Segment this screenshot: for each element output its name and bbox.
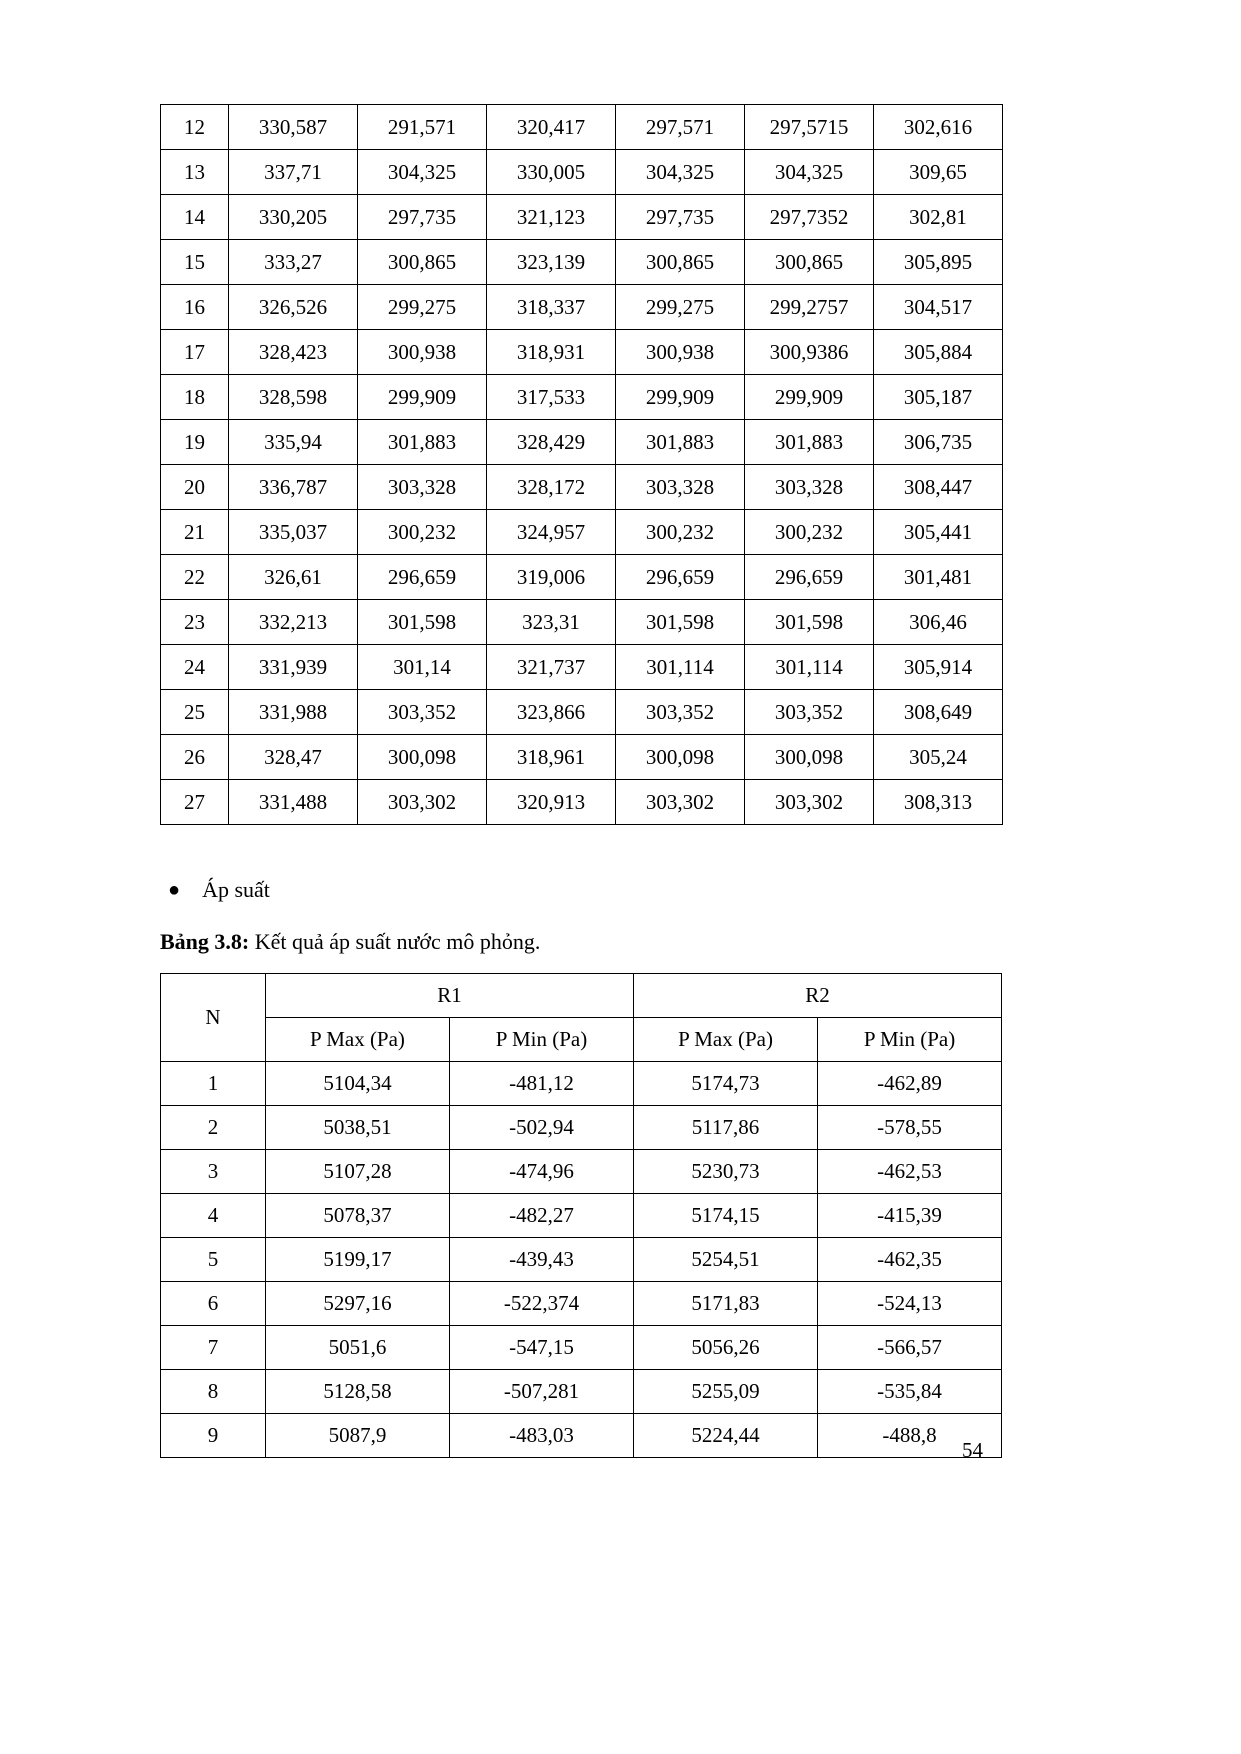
table-cell: 26	[161, 735, 229, 780]
table-row	[161, 780, 1003, 825]
table-cell: 330,005	[487, 150, 616, 195]
table-cell: 296,659	[616, 555, 745, 600]
table-cell: 5104,34	[266, 1062, 450, 1106]
table-cell: 299,909	[616, 375, 745, 420]
table-cell: 336,787	[229, 465, 358, 510]
table-cell: 335,94	[229, 420, 358, 465]
table-cell: 5171,83	[634, 1282, 818, 1326]
table-cell: 300,232	[616, 510, 745, 555]
table-cell: 303,302	[358, 780, 487, 825]
table-cell: 305,187	[874, 375, 1003, 420]
table-cell: -462,35	[818, 1238, 1002, 1282]
table-cell: 318,337	[487, 285, 616, 330]
table-cell: 301,114	[745, 645, 874, 690]
table-cell: 5224,44	[634, 1414, 818, 1458]
table-cell: -578,55	[818, 1106, 1002, 1150]
table-row	[161, 285, 1003, 330]
table-cell: 23	[161, 600, 229, 645]
table-cell: 303,352	[358, 690, 487, 735]
table-cell: 299,909	[358, 375, 487, 420]
table-cell: -439,43	[450, 1238, 634, 1282]
table-cell: 303,328	[616, 465, 745, 510]
table-row	[161, 690, 1003, 735]
table-cell: -462,89	[818, 1062, 1002, 1106]
table-cell: 300,865	[616, 240, 745, 285]
table-cell: -474,96	[450, 1150, 634, 1194]
table-cell: 328,172	[487, 465, 616, 510]
table-cell: 328,423	[229, 330, 358, 375]
table-cell: 300,232	[745, 510, 874, 555]
table-cell: 330,205	[229, 195, 358, 240]
table-cell: 19	[161, 420, 229, 465]
table-cell: 7	[161, 1326, 266, 1370]
table-cell: 328,47	[229, 735, 358, 780]
pressure-results-table	[160, 973, 1002, 1458]
table-cell: 324,957	[487, 510, 616, 555]
table-cell: 320,417	[487, 105, 616, 150]
table-cell: 14	[161, 195, 229, 240]
table-cell: 301,883	[616, 420, 745, 465]
table-cell: 297,735	[358, 195, 487, 240]
table-row	[161, 465, 1003, 510]
table-caption	[160, 929, 1002, 955]
table-cell: 8	[161, 1370, 266, 1414]
table-cell: 5038,51	[266, 1106, 450, 1150]
table-cell: 5087,9	[266, 1414, 450, 1458]
table-cell: 21	[161, 510, 229, 555]
table-cell: 328,598	[229, 375, 358, 420]
table-cell: 300,098	[358, 735, 487, 780]
table-cell: 301,114	[616, 645, 745, 690]
table-cell: 321,737	[487, 645, 616, 690]
table-cell: 300,098	[616, 735, 745, 780]
table-cell: 304,325	[358, 150, 487, 195]
table-subheader-row	[161, 1018, 1002, 1062]
table-cell: 297,5715	[745, 105, 874, 150]
table-cell: 308,313	[874, 780, 1003, 825]
table-cell: 299,275	[616, 285, 745, 330]
table-cell: 326,526	[229, 285, 358, 330]
table-cell: 25	[161, 690, 229, 735]
table-cell: 300,865	[358, 240, 487, 285]
table-cell: 304,517	[874, 285, 1003, 330]
table-row	[161, 1238, 1002, 1282]
table-cell: 331,939	[229, 645, 358, 690]
table-cell: 335,037	[229, 510, 358, 555]
table-cell: 303,328	[745, 465, 874, 510]
table-row	[161, 150, 1003, 195]
table-cell: -488,8	[818, 1414, 1002, 1458]
table-cell: 17	[161, 330, 229, 375]
table-cell: 317,533	[487, 375, 616, 420]
table-cell: 333,27	[229, 240, 358, 285]
table-cell: 22	[161, 555, 229, 600]
table-cell: 303,352	[745, 690, 874, 735]
table-cell: 3	[161, 1150, 266, 1194]
table-cell: 304,325	[745, 150, 874, 195]
table-cell: 299,2757	[745, 285, 874, 330]
table-row	[161, 510, 1003, 555]
table-cell: 300,098	[745, 735, 874, 780]
table-cell: 24	[161, 645, 229, 690]
table-cell: -535,84	[818, 1370, 1002, 1414]
table-cell: 5255,09	[634, 1370, 818, 1414]
page-number: 54	[962, 1438, 983, 1462]
table-cell: -522,374	[450, 1282, 634, 1326]
table-cell: 323,866	[487, 690, 616, 735]
table-cell: 303,352	[616, 690, 745, 735]
table-row	[161, 1194, 1002, 1238]
table-cell: 301,14	[358, 645, 487, 690]
table-cell: 296,659	[745, 555, 874, 600]
table-cell: 297,571	[616, 105, 745, 150]
table-row	[161, 1370, 1002, 1414]
table-cell: 297,735	[616, 195, 745, 240]
header-r1: R1	[266, 974, 634, 1018]
table-cell: 305,441	[874, 510, 1003, 555]
table-cell: 27	[161, 780, 229, 825]
bullet-icon: ●	[168, 878, 181, 901]
table-cell: 337,71	[229, 150, 358, 195]
table-cell: 300,938	[358, 330, 487, 375]
table-row	[161, 195, 1003, 240]
table-cell: -502,94	[450, 1106, 634, 1150]
table-cell: 301,883	[358, 420, 487, 465]
table-cell: 309,65	[874, 150, 1003, 195]
table-cell: -566,57	[818, 1326, 1002, 1370]
table-cell: 318,931	[487, 330, 616, 375]
table-cell: 5078,37	[266, 1194, 450, 1238]
table-cell: 305,914	[874, 645, 1003, 690]
table-cell: 18	[161, 375, 229, 420]
header-r1-pmin: P Min (Pa)	[450, 1018, 634, 1062]
table-cell: 5174,73	[634, 1062, 818, 1106]
table-row	[161, 600, 1003, 645]
table-cell: 16	[161, 285, 229, 330]
table-cell: 326,61	[229, 555, 358, 600]
table-row	[161, 1326, 1002, 1370]
caption-text: Kết quả áp suất nước mô phỏng.	[249, 929, 541, 954]
header-r2-pmin: P Min (Pa)	[818, 1018, 1002, 1062]
table-cell: 13	[161, 150, 229, 195]
table-cell: 5174,15	[634, 1194, 818, 1238]
table-cell: 1	[161, 1062, 266, 1106]
table-row	[161, 555, 1003, 600]
table-cell: 302,81	[874, 195, 1003, 240]
table-row	[161, 1106, 1002, 1150]
caption-label: Bảng 3.8:	[160, 929, 250, 954]
table-cell: 300,9386	[745, 330, 874, 375]
table-row	[161, 420, 1003, 465]
table-cell: 330,587	[229, 105, 358, 150]
table-cell: 305,884	[874, 330, 1003, 375]
table-row	[161, 645, 1003, 690]
bullet-item-ap-suat	[168, 877, 1002, 903]
table-cell: 300,938	[616, 330, 745, 375]
table-row	[161, 1282, 1002, 1326]
table-cell: -481,12	[450, 1062, 634, 1106]
table-row	[161, 1150, 1002, 1194]
table-cell: 300,232	[358, 510, 487, 555]
table-cell: 308,447	[874, 465, 1003, 510]
table-cell: 5	[161, 1238, 266, 1282]
temperature-results-table	[160, 104, 1003, 825]
table-cell: 301,481	[874, 555, 1003, 600]
table-cell: 301,598	[358, 600, 487, 645]
table-row	[161, 735, 1003, 780]
table-cell: 300,865	[745, 240, 874, 285]
header-n: N	[161, 974, 266, 1062]
table-cell: -482,27	[450, 1194, 634, 1238]
table-cell: 318,961	[487, 735, 616, 780]
table-cell: -462,53	[818, 1150, 1002, 1194]
table-cell: 302,616	[874, 105, 1003, 150]
table-cell: 308,649	[874, 690, 1003, 735]
table-cell: 9	[161, 1414, 266, 1458]
table-row	[161, 105, 1003, 150]
table-cell: 305,895	[874, 240, 1003, 285]
table-cell: 306,735	[874, 420, 1003, 465]
table-cell: 15	[161, 240, 229, 285]
table-cell: 297,7352	[745, 195, 874, 240]
table-cell: 319,006	[487, 555, 616, 600]
table-cell: 303,302	[745, 780, 874, 825]
table-cell: 296,659	[358, 555, 487, 600]
header-r2: R2	[634, 974, 1002, 1018]
table-header-row	[161, 974, 1002, 1018]
table-cell: 299,909	[745, 375, 874, 420]
header-r2-pmax: P Max (Pa)	[634, 1018, 818, 1062]
table-cell: 5056,26	[634, 1326, 818, 1370]
table-cell: 5117,86	[634, 1106, 818, 1150]
table-cell: 5297,16	[266, 1282, 450, 1326]
table-cell: 321,123	[487, 195, 616, 240]
page-content	[160, 104, 1002, 1458]
table-cell: 301,598	[616, 600, 745, 645]
table-cell: 20	[161, 465, 229, 510]
table-cell: 12	[161, 105, 229, 150]
table-cell: -524,13	[818, 1282, 1002, 1326]
header-r1-pmax: P Max (Pa)	[266, 1018, 450, 1062]
table-cell: 305,24	[874, 735, 1003, 780]
table-cell: 5051,6	[266, 1326, 450, 1370]
table-cell: 331,488	[229, 780, 358, 825]
table-cell: 5199,17	[266, 1238, 450, 1282]
bullet-label: Áp suất	[202, 877, 270, 902]
table-cell: 5107,28	[266, 1150, 450, 1194]
table-cell: 323,139	[487, 240, 616, 285]
table-cell: 4	[161, 1194, 266, 1238]
table-cell: 323,31	[487, 600, 616, 645]
table-cell: 306,46	[874, 600, 1003, 645]
table-cell: 303,302	[616, 780, 745, 825]
table-cell: 5230,73	[634, 1150, 818, 1194]
table-cell: 304,325	[616, 150, 745, 195]
table-cell: -507,281	[450, 1370, 634, 1414]
table-cell: -415,39	[818, 1194, 1002, 1238]
table-cell: 332,213	[229, 600, 358, 645]
table-cell: 291,571	[358, 105, 487, 150]
table-row	[161, 1414, 1002, 1458]
table-cell: 303,328	[358, 465, 487, 510]
table-row	[161, 375, 1003, 420]
table-cell: 6	[161, 1282, 266, 1326]
table-cell: 5254,51	[634, 1238, 818, 1282]
table-cell: 5128,58	[266, 1370, 450, 1414]
table-cell: 301,883	[745, 420, 874, 465]
table-row	[161, 1062, 1002, 1106]
table-row	[161, 330, 1003, 375]
table-cell: 331,988	[229, 690, 358, 735]
table-cell: 301,598	[745, 600, 874, 645]
table-cell: 320,913	[487, 780, 616, 825]
table-row	[161, 240, 1003, 285]
table-cell: -483,03	[450, 1414, 634, 1458]
table-cell: 2	[161, 1106, 266, 1150]
table-cell: 299,275	[358, 285, 487, 330]
table-cell: -547,15	[450, 1326, 634, 1370]
table-cell: 328,429	[487, 420, 616, 465]
